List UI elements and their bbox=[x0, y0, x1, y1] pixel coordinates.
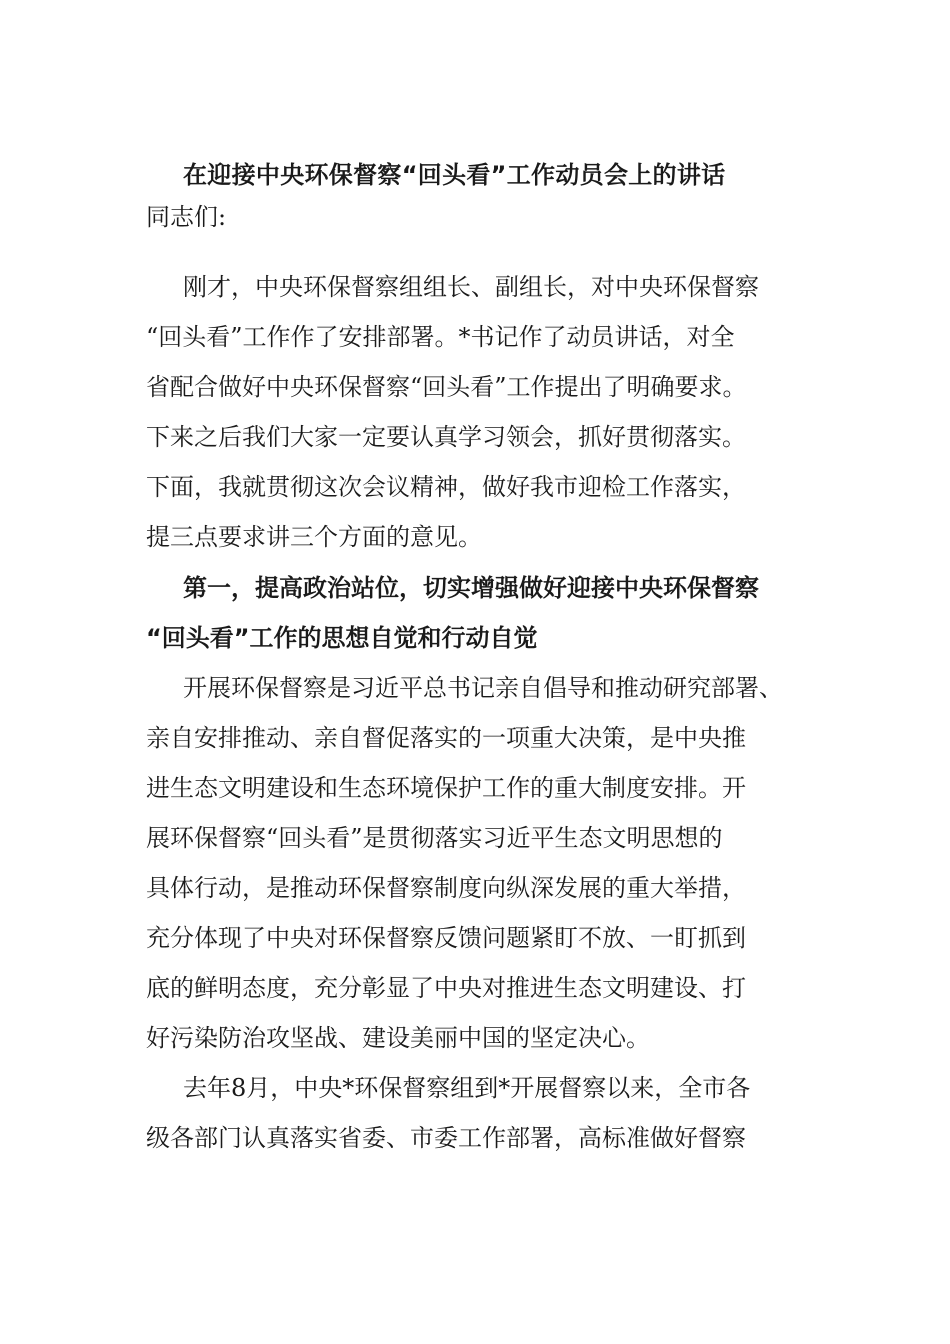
paragraph-line: 开展环保督察是习近平总书记亲自倡导和推动研究部署、 bbox=[183, 674, 783, 702]
section-heading-first bbox=[0, 571, 950, 671]
paragraph-line: 下来之后我们大家一定要认真学习领会，抓好贯彻落实。 bbox=[146, 423, 746, 451]
salutation: 同志们: bbox=[146, 203, 227, 231]
paragraph-line: 刚才，中央环保督察组组长、副组长，对中央环保督察 bbox=[183, 273, 759, 301]
paragraph-line: 具体行动，是推动环保督察制度向纵深发展的重大举措， bbox=[146, 874, 746, 902]
paragraph-opening bbox=[0, 270, 950, 570]
paragraph-significance bbox=[0, 671, 950, 1071]
paragraph-line: 级各部门认真落实省委、市委工作部署，高标准做好督察 bbox=[146, 1124, 746, 1152]
paragraph-progress bbox=[0, 1071, 950, 1171]
paragraph-line: 下面，我就贯彻这次会议精神，做好我市迎检工作落实， bbox=[146, 473, 746, 501]
paragraph-line: 提三点要求讲三个方面的意见。 bbox=[146, 523, 482, 551]
heading-line: “回头看”工作的思想自觉和行动自觉 bbox=[146, 624, 538, 652]
paragraph-line: 亲自安排推动、亲自督促落实的一项重大决策，是中央推 bbox=[146, 724, 746, 752]
paragraph-line: 省配合做好中央环保督察“回头看”工作提出了明确要求。 bbox=[146, 373, 747, 401]
heading-line: 第一，提高政治站位，切实增强做好迎接中央环保督察 bbox=[183, 574, 759, 602]
paragraph-line: 去年8月，中央*环保督察组到*开展督察以来，全市各 bbox=[183, 1074, 751, 1102]
paragraph-line: “回头看”工作作了安排部署。*书记作了动员讲话，对全 bbox=[146, 323, 735, 351]
paragraph-line: 充分体现了中央对环保督察反馈问题紧盯不放、一盯抓到 bbox=[146, 924, 746, 952]
paragraph-line: 底的鲜明态度，充分彰显了中央对推进生态文明建设、打 bbox=[146, 974, 746, 1002]
paragraph-line: 进生态文明建设和生态环境保护工作的重大制度安排。开 bbox=[146, 774, 746, 802]
document-title: 在迎接中央环保督察“回头看”工作动员会上的讲话 bbox=[183, 161, 726, 189]
paragraph-line: 展环保督察“回头看”是贯彻落实习近平生态文明思想的 bbox=[146, 824, 723, 852]
paragraph-line: 好污染防治攻坚战、建设美丽中国的坚定决心。 bbox=[146, 1024, 650, 1052]
